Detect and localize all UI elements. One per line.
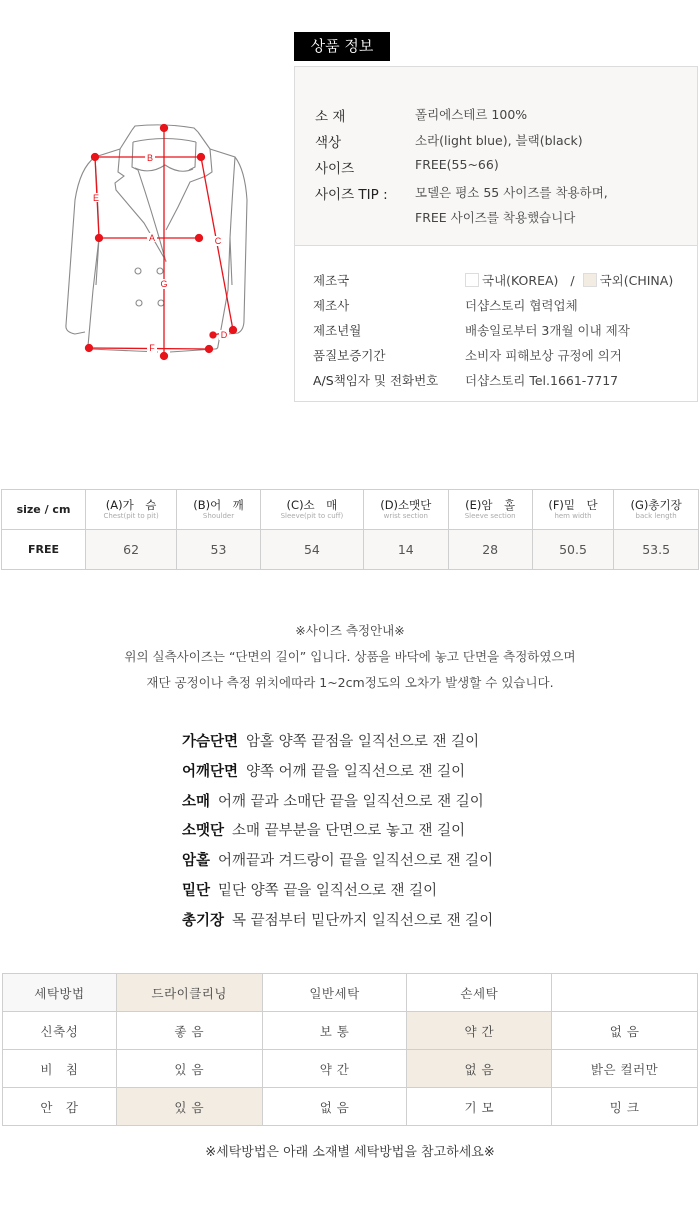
country-china: 국외(CHINA) [599, 273, 674, 288]
col-armhole: (E)암 홀 Sleeve section [448, 490, 532, 530]
maker-value: 더샵스토리 협력업체 [465, 298, 578, 313]
row-label-sheer: 비 침 [3, 1050, 117, 1088]
definition-item: 밑단 밑단 양쪽 끝을 일직선으로 잰 길이 [182, 882, 438, 899]
value-chest: 62 [86, 530, 177, 570]
table-cell: 보 통 [262, 1012, 407, 1050]
label-d: D [220, 330, 228, 340]
spec-label-material: 소 재 [315, 109, 346, 125]
table-row [3, 1050, 698, 1088]
table-cell: 없 음 [552, 1012, 698, 1050]
col-length: (G)총기장 back length [614, 490, 699, 530]
table-cell: 좋 음 [116, 1012, 262, 1050]
maker-label: 제조사 [313, 298, 350, 313]
as-contact-label: A/S책임자 및 전화번호 [313, 373, 439, 388]
definition-item: 가슴단면 암홀 양쪽 끝점을 일직선으로 잰 길이 [182, 734, 480, 750]
country-korea: 국내(KOREA) [482, 273, 559, 288]
value-sleeve: 54 [260, 530, 363, 570]
made-date-value: 배송일로부터 3개월 이내 제작 [465, 323, 630, 338]
value-wrist: 14 [364, 530, 449, 570]
size-unit-header: size / cm [2, 490, 86, 530]
col-shoulder: (B)어 깨 Shoulder [177, 490, 261, 530]
measurement-definitions [182, 728, 493, 937]
country-separator: / [570, 273, 575, 288]
measure-notice-line2: 재단 공정이나 측정 위치에따라 1~2cm정도의 오차가 발생할 수 있습니다. [146, 675, 554, 690]
coat-measurement-diagram [60, 120, 250, 365]
table-cell: 기 모 [407, 1088, 552, 1126]
country-label: 제조국 [313, 273, 350, 288]
spec-value-size-tip-2: FREE 사이즈를 착용했습니다 [415, 210, 576, 225]
product-spec-section [295, 67, 697, 246]
laundry-table [2, 973, 698, 1126]
checkbox-korea [465, 273, 479, 287]
value-armhole: 28 [448, 530, 532, 570]
definition-item: 소매 어깨 끝과 소매단 끝을 일직선으로 잰 길이 [182, 793, 484, 810]
label-c: C [214, 236, 222, 246]
definition-item: 암홀 어깨끝과 겨드랑이 끝을 일직선으로 잰 길이 [182, 853, 494, 870]
table-row [3, 1012, 698, 1050]
table-cell: 있 음 [116, 1050, 262, 1088]
laundry-footnote: ※세탁방법은 아래 소재별 세탁방법을 참고하세요※ [205, 1145, 495, 1160]
spec-label-size: 사이즈 [315, 161, 355, 177]
table-cell-selected: 있 음 [116, 1088, 262, 1126]
spec-value-color: 소라(light blue), 블랙(black) [415, 133, 583, 148]
spec-label-size-tip: 사이즈 TIP : [315, 187, 388, 203]
label-b: B [146, 153, 154, 163]
size-table-header [2, 490, 699, 530]
definition-item: 총기장 목 끝점부터 밑단까지 일직선으로 잰 길이 [182, 912, 494, 929]
table-cell: 약 간 [262, 1050, 407, 1088]
spec-label-color: 색상 [315, 135, 342, 151]
spec-value-size: FREE(55~66) [415, 157, 499, 172]
table-cell-selected: 약 간 [407, 1012, 552, 1050]
definition-item: 소맷단 소매 끝부분을 단면으로 놓고 잰 길이 [182, 823, 466, 840]
table-row [2, 530, 699, 570]
spec-value-size-tip: 모델은 평소 55 사이즈를 착용하며, [415, 185, 608, 200]
warranty-value: 소비자 피해보상 규정에 의거 [465, 348, 622, 363]
product-info-box [294, 66, 698, 402]
row-label-stretch: 신축성 [3, 1012, 117, 1050]
checkbox-china-selected [583, 273, 597, 287]
laundry-header-normal: 일반세탁 [262, 974, 407, 1012]
warranty-label: 품질보증기간 [313, 348, 386, 363]
table-cell: 밝은 컬러만 [552, 1050, 698, 1088]
product-info-title: 상품 정보 [294, 32, 390, 61]
country-value [465, 271, 673, 289]
table-cell-selected: 없 음 [407, 1050, 552, 1088]
value-hem: 50.5 [532, 530, 614, 570]
label-e: E [92, 193, 100, 203]
made-date-label: 제조년월 [313, 323, 362, 338]
value-length: 53.5 [614, 530, 699, 570]
size-table [1, 489, 699, 570]
label-g: G [160, 279, 168, 289]
measure-notice-line1: 위의 실측사이즈는 “단면의 길이” 입니다. 상품을 바닥에 놓고 단면을 측정하였으며 [124, 649, 576, 664]
col-hem: (F)밑 단 hem width [532, 490, 614, 530]
table-cell: 없 음 [262, 1088, 407, 1126]
laundry-header-hand: 손세탁 [407, 974, 552, 1012]
measure-notice-title: ※사이즈 측정안내※ [295, 623, 405, 638]
label-a: A [148, 233, 156, 243]
table-row [3, 1088, 698, 1126]
col-sleeve: (C)소 매 Sleeve(pit to cuff) [260, 490, 363, 530]
definition-item: 어깨단면 양쪽 어깨 끝을 일직선으로 잰 길이 [182, 763, 466, 780]
table-cell: 밍 크 [552, 1088, 698, 1126]
row-label-lining: 안 감 [3, 1088, 117, 1126]
col-chest: (A)가 슴 Chest(pit to pit) [86, 490, 177, 530]
as-contact-value: 더샵스토리 Tel.1661-7717 [465, 373, 619, 388]
laundry-header-row [3, 974, 698, 1012]
label-f: F [149, 343, 155, 353]
value-shoulder: 53 [177, 530, 261, 570]
laundry-header-empty [552, 974, 698, 1012]
spec-value-material: 폴리에스테르 100% [415, 107, 528, 122]
col-wrist: (D)소맷단 wrist section [364, 490, 449, 530]
laundry-header-method: 세탁방법 [3, 974, 117, 1012]
laundry-header-dry: 드라이클리닝 [116, 974, 262, 1012]
size-name: FREE [2, 530, 86, 570]
